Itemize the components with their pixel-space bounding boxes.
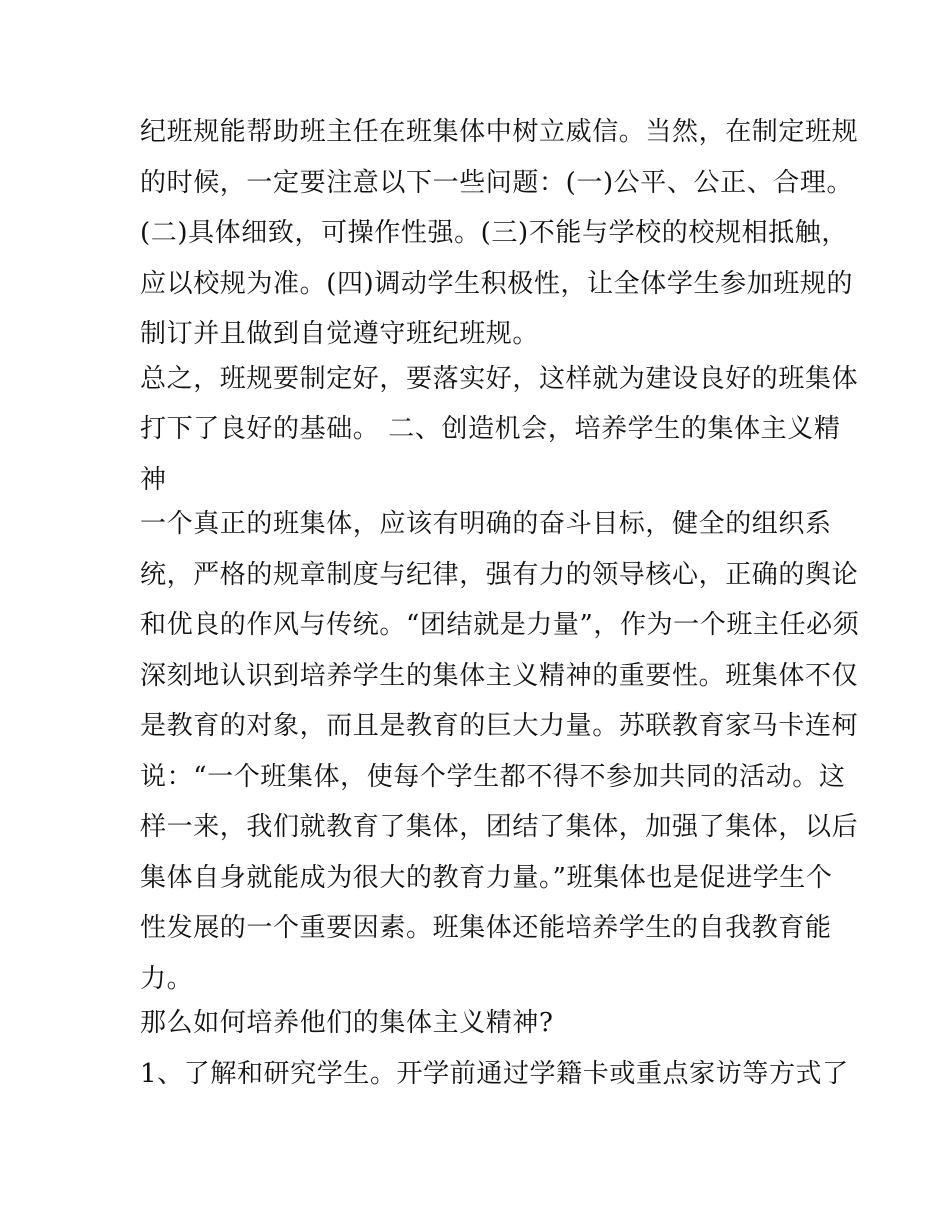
text-line: 和优良的作风与传统。“团结就是力量”，作为一个班主任必须 [140, 610, 860, 640]
text-line: 打下了良好的基础。 二、创造机会，培养学生的集体主义精 [140, 414, 841, 444]
text-line: 神 [140, 464, 167, 495]
text-line: 1、了解和研究学生。开学前通过学籍卡或重点家访等方式了 [140, 1058, 849, 1089]
text-line: 应以校规为准。(四)调动学生积极性，让全体学生参加班规的 [140, 268, 854, 299]
text-line: 性发展的一个重要因素。班集体还能培养学生的自我教育能 [140, 913, 832, 943]
text-line: 统，严格的规章制度与纪律，强有力的领导核心，正确的舆论 [140, 559, 859, 590]
text-line: 总之，班规要制定好，要落实好，这样就为建设良好的班集体 [140, 363, 859, 394]
text-line: 的时候，一定要注意以下一些问题：(一)公平、公正、合理。 [140, 167, 854, 198]
text-line: 制订并且做到自觉遵守班纪班规。 [140, 319, 540, 349]
text-line: 深刻地认识到培养学生的集体主义精神的重要性。班集体不仅 [140, 660, 859, 691]
text-line: 一个真正的班集体，应该有明确的奋斗目标，健全的组织系 [140, 509, 832, 539]
text-line: 样一来，我们就教育了集体，团结了集体，加强了集体，以后 [140, 812, 859, 842]
text-line: 是教育的对象，而且是教育的巨大力量。苏联教育家马卡连柯 [140, 711, 859, 741]
text-line: 纪班规能帮助班主任在班集体中树立威信。当然，在制定班规 [140, 117, 859, 147]
text-line: 集体自身就能成为很大的教育力量。”班集体也是促进学生个 [140, 862, 833, 893]
text-line: (二)具体细致，可操作性强。(三)不能与学校的校规相抵触， [140, 218, 848, 248]
text-line: 说：“一个班集体，使每个学生都不得不参加共同的活动。这 [140, 761, 846, 792]
body-text [140, 107, 860, 1099]
text-line: 那么如何培养他们的集体主义精神? [140, 1008, 554, 1038]
text-line: 力。 [140, 963, 194, 994]
